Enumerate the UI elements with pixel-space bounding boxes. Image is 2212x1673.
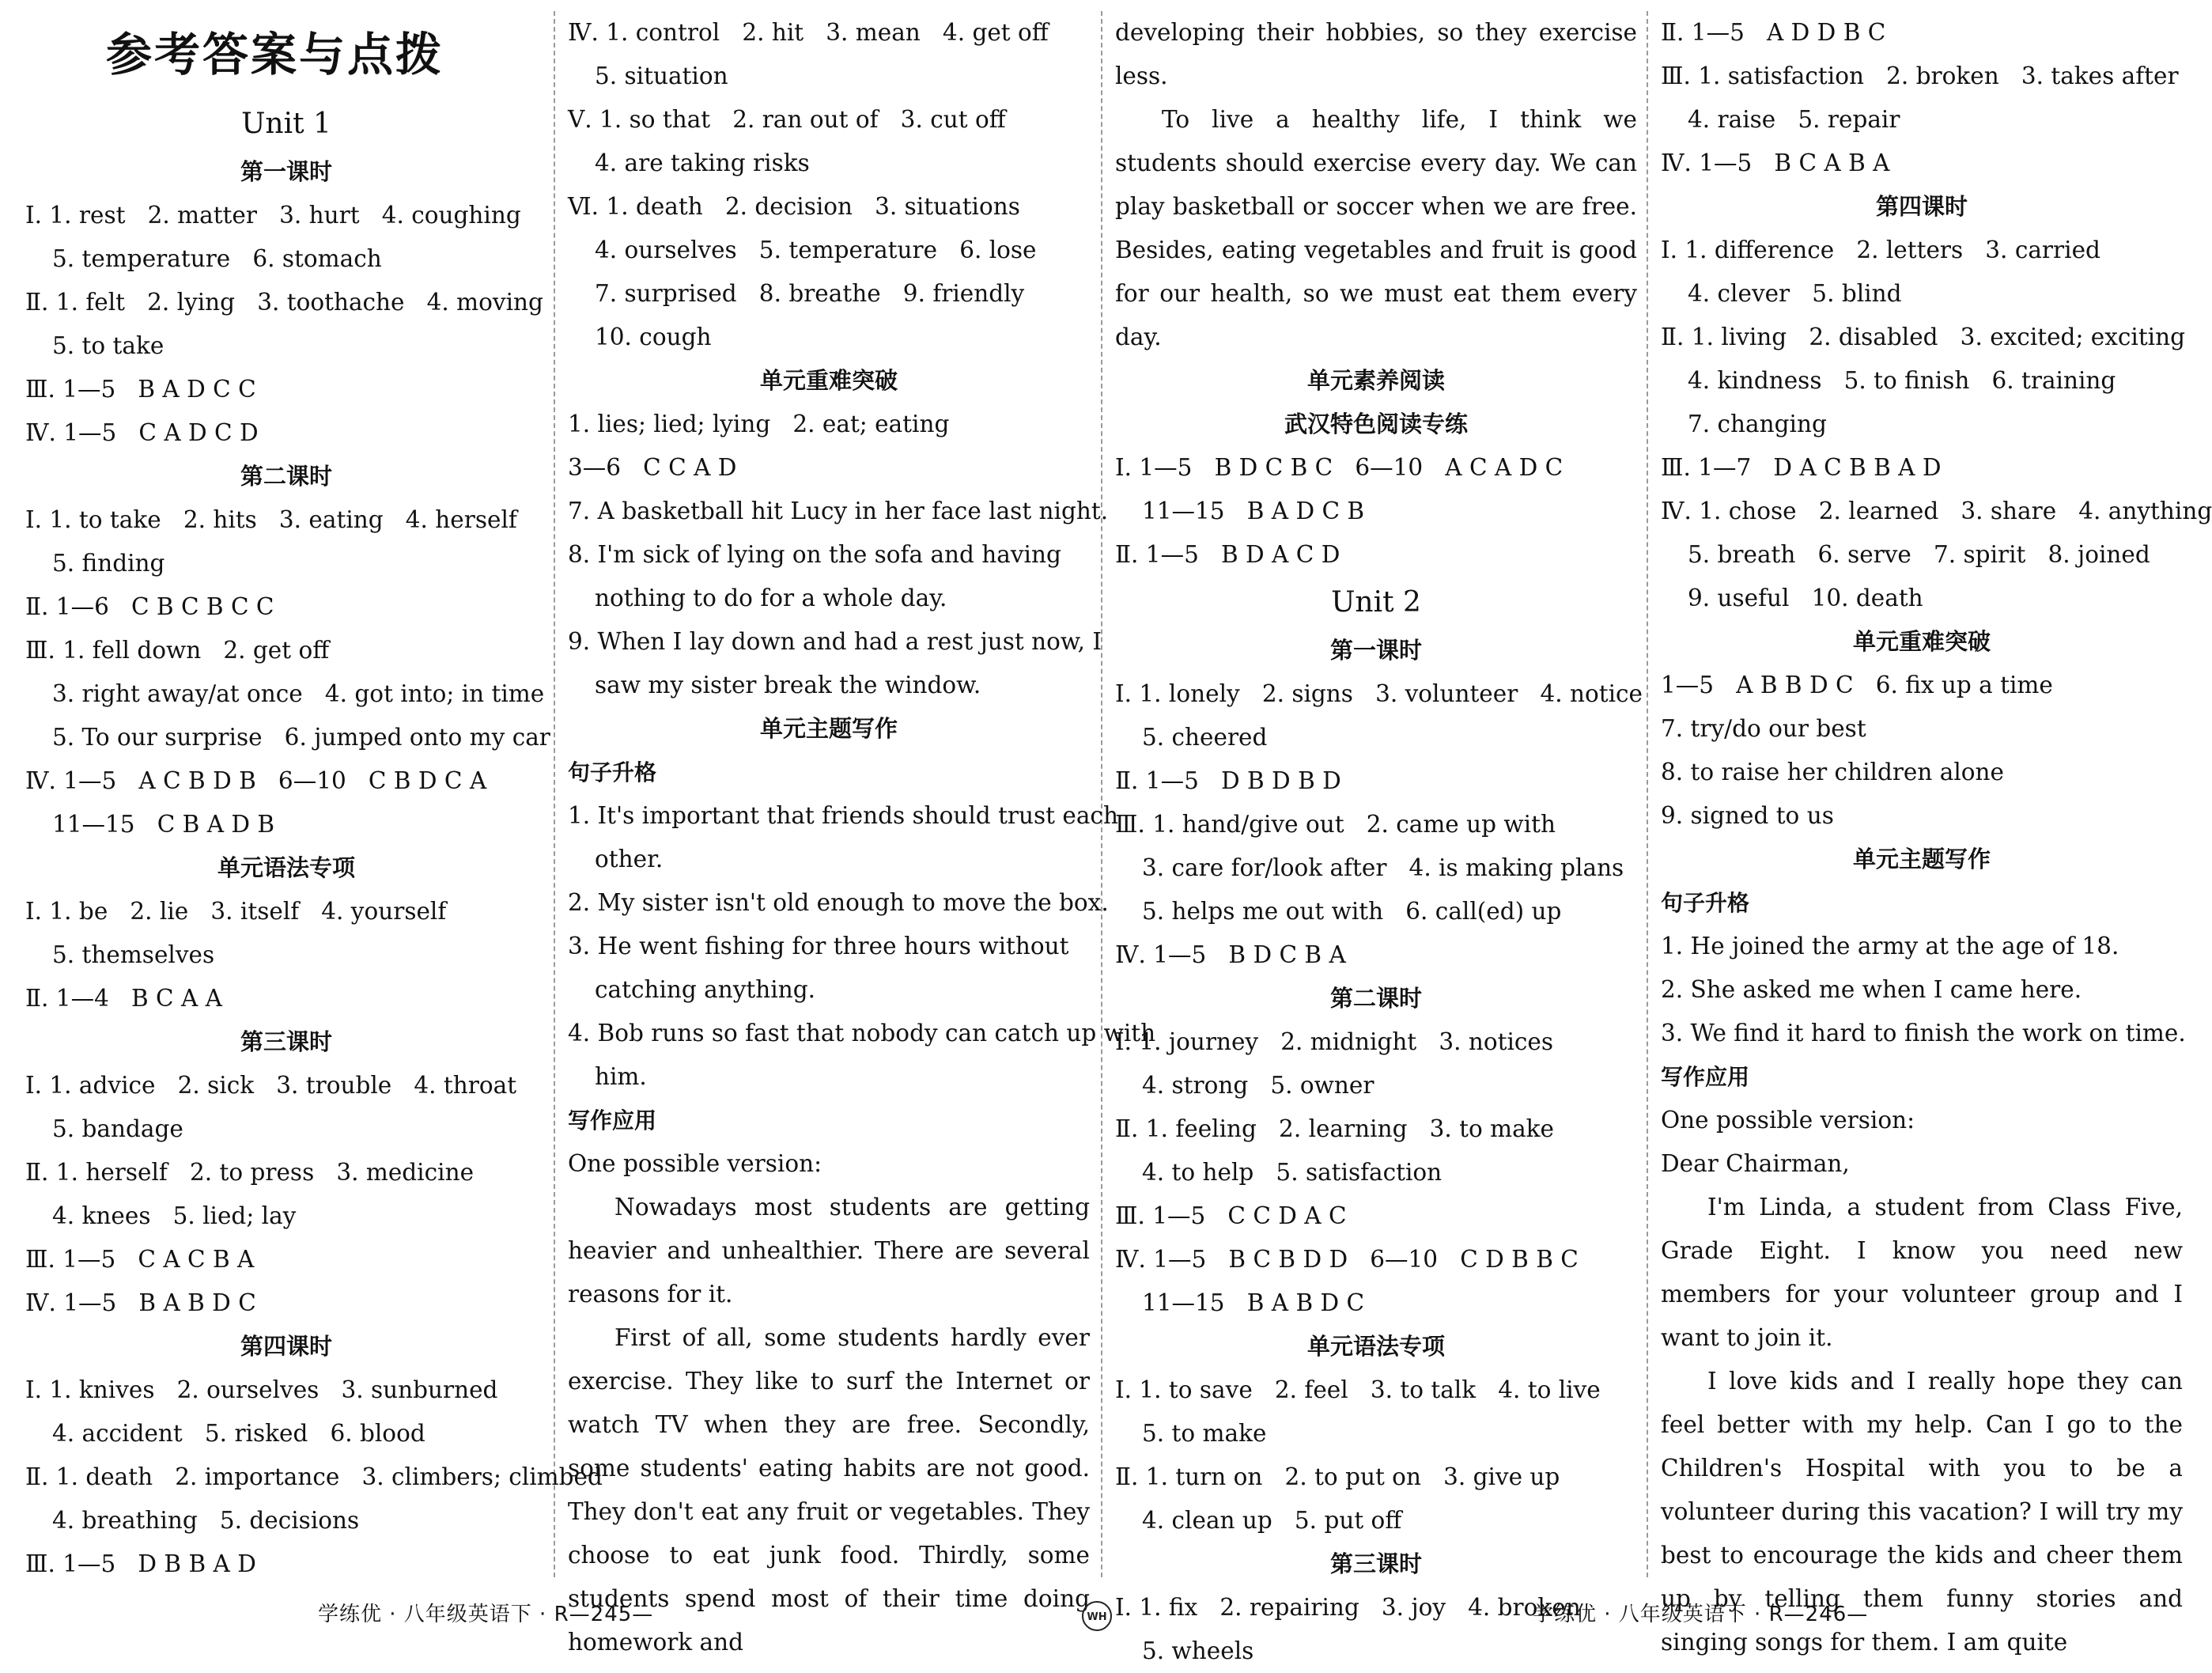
answer-line: 7. try/do our best bbox=[1661, 715, 1866, 742]
answer-line: Ⅱ. 1—5 A D D B C bbox=[1661, 19, 1886, 46]
answer-line: 5. to make bbox=[1142, 1420, 1267, 1447]
page-title: 参考答案与点拨 bbox=[106, 28, 444, 81]
section-heading: 第四课时 bbox=[240, 1333, 332, 1360]
answer-line: Ⅲ. 1. satisfaction 2. broken 3. takes after bbox=[1661, 62, 2179, 89]
section-heading: 单元语法专项 bbox=[217, 854, 355, 881]
answer-line: Ⅲ. 1—5 C A C B A bbox=[25, 1246, 255, 1273]
answer-line: Ⅰ. 1. to take 2. hits 3. eating 4. herself bbox=[25, 506, 517, 533]
section-heading: 武汉特色阅读专练 bbox=[1284, 411, 1468, 437]
answer-column-1 bbox=[25, 11, 603, 1586]
answer-line: 5. bandage bbox=[52, 1115, 183, 1142]
column-divider bbox=[554, 11, 555, 1577]
answer-line: Ⅰ. 1. rest 2. matter 3. hurt 4. coughing bbox=[25, 202, 521, 229]
answer-line: 4. are taking risks bbox=[595, 150, 810, 176]
answer-line: 4. Bob runs so fast that nobody can catch up with bbox=[568, 1020, 1156, 1047]
answer-line: Ⅳ. 1—5 C A D C D bbox=[25, 419, 259, 446]
section-heading: 第四课时 bbox=[1875, 193, 1968, 220]
answer-line: 4. raise 5. repair bbox=[1688, 106, 1900, 133]
essay-paragraph: Nowadays most students are getting heavier and unhealthier. There are several reasons for it. bbox=[568, 1194, 1090, 1308]
unit-heading: Unit 1 bbox=[241, 108, 331, 140]
answer-line: 1. lies; lied; lying 2. eat; eating bbox=[568, 411, 950, 437]
answer-line: Ⅵ. 1. death 2. decision 3. situations bbox=[568, 193, 1020, 220]
answer-line: nothing to do for a whole day. bbox=[595, 585, 947, 611]
section-heading: 单元重难突破 bbox=[1852, 628, 1991, 655]
subsection-heading: 句子升格 bbox=[568, 759, 657, 785]
answer-line: 4. clean up 5. put off bbox=[1142, 1507, 1402, 1534]
answer-line: Ⅱ. 1—5 D B D B D bbox=[1115, 767, 1341, 794]
subsection-heading: 句子升格 bbox=[1661, 890, 1750, 916]
answer-line: 5. To our surprise 6. jumped onto my car bbox=[52, 724, 550, 751]
answer-line: 3. He went fishing for three hours without bbox=[568, 933, 1069, 960]
answer-line: 5. cheered bbox=[1142, 724, 1268, 751]
answer-line: 8. to raise her children alone bbox=[1661, 759, 2005, 785]
answer-line: Ⅲ. 1—5 D B B A D bbox=[25, 1550, 256, 1577]
footer-page-left: 学练优 · 八年级英语下 · R—245— bbox=[318, 1603, 654, 1626]
answer-line: 9. useful 10. death bbox=[1688, 585, 1923, 611]
answer-line: 5. helps me out with 6. call(ed) up bbox=[1142, 898, 1562, 925]
answer-line: 7. surprised 8. breathe 9. friendly bbox=[595, 280, 1025, 307]
answer-line: 8. I'm sick of lying on the sofa and having bbox=[568, 541, 1061, 568]
section-heading: 单元语法专项 bbox=[1306, 1333, 1445, 1360]
answer-line: Ⅳ. 1—5 A C B D B 6—10 C B D C A bbox=[25, 767, 487, 794]
essay-text bbox=[1661, 1186, 2183, 1664]
letter-greeting: Dear Chairman, bbox=[1661, 1150, 1850, 1177]
answer-line: Ⅱ. 1. turn on 2. to put on 3. give up bbox=[1115, 1463, 1560, 1490]
essay-paragraph: To live a healthy life, I think we students should exercise every day. We can play basketball or soccer when we are free. Besides, eating vegetables and fruit is good for our health, so we must eat them every day. bbox=[1115, 106, 1637, 350]
answer-line: Ⅲ. 1. fell down 2. get off bbox=[25, 637, 330, 664]
section-heading: 单元主题写作 bbox=[1852, 846, 1991, 872]
answer-line: One possible version: bbox=[1661, 1107, 1915, 1134]
answer-line: Ⅰ. 1—5 B D C B C 6—10 A C A D C bbox=[1115, 454, 1564, 481]
answer-line: Ⅴ. 1. so that 2. ran out of 3. cut off bbox=[568, 106, 1006, 133]
essay-text bbox=[1115, 11, 1637, 359]
answer-line: Ⅱ. 1—6 C B C B C C bbox=[25, 593, 274, 620]
answer-line: 5. wheels bbox=[1142, 1637, 1254, 1664]
answer-line: 4. accident 5. risked 6. blood bbox=[52, 1420, 425, 1447]
answer-line: 4. kindness 5. to finish 6. training bbox=[1688, 367, 2116, 394]
answer-column-2 bbox=[568, 11, 1156, 1664]
answer-line: 11—15 C B A D B bbox=[52, 811, 275, 838]
answer-column-3 bbox=[1115, 11, 1643, 1673]
answer-line: One possible version: bbox=[568, 1150, 822, 1177]
answer-line: Ⅳ. 1—5 B C A B A bbox=[1661, 150, 1890, 176]
answer-line: 11—15 B A D C B bbox=[1142, 498, 1365, 524]
answer-line: Ⅰ. 1. fix 2. repairing 3. joy 4. broken bbox=[1115, 1594, 1581, 1621]
answer-line: Ⅱ. 1—4 B C A A bbox=[25, 985, 222, 1012]
section-heading: 第一课时 bbox=[1329, 637, 1422, 664]
answer-line: 9. When I lay down and had a rest just now, I bbox=[568, 628, 1102, 655]
essay-paragraph: First of all, some students hardly ever exercise. They like to surf the Internet or watch TV when they are free. Secondly, some students' eating habits are not good. They don't eat any fruit or vegetables. They choose to eat junk food. Thirdly, some students spend most of their time doing homework and bbox=[568, 1324, 1090, 1656]
footer-page-right: 学练优 · 八年级英语下 · R—246— bbox=[1533, 1603, 1869, 1626]
essay-paragraph: I'm Linda, a student from Class Five, Grade Eight. I know you need new members for your volunteer group and I want to join it. bbox=[1661, 1194, 2183, 1351]
answer-line: 2. She asked me when I came here. bbox=[1661, 976, 2082, 1003]
answer-line: Ⅱ. 1. death 2. importance 3. climbers; climbed bbox=[25, 1463, 603, 1490]
essay-paragraph: I love kids and I really hope they can feel better with my help. Can I go to the Children's Hospital with you to be a volunteer during this vacation? I will try my best to encourage the kids and cheer them up by telling them funny stories and singing songs for them. I am quite bbox=[1661, 1368, 2183, 1656]
section-heading: 第二课时 bbox=[1329, 985, 1422, 1012]
answer-line: 7. changing bbox=[1688, 411, 1827, 437]
answer-line: Ⅳ. 1—5 B A B D C bbox=[25, 1289, 256, 1316]
answer-line: 5. to take bbox=[52, 332, 164, 359]
answer-line: Ⅲ. 1—7 D A C B B A D bbox=[1661, 454, 1942, 481]
answer-line: 4. knees 5. lied; lay bbox=[52, 1202, 297, 1229]
answer-line: other. bbox=[595, 846, 664, 872]
answer-line: saw my sister break the window. bbox=[595, 672, 981, 698]
answer-line: 1—5 A B B D C 6. fix up a time bbox=[1661, 672, 2053, 698]
answer-line: 5. breath 6. serve 7. spirit 8. joined bbox=[1688, 541, 2150, 568]
answer-line: 4. strong 5. owner bbox=[1142, 1072, 1374, 1099]
section-heading: 第三课时 bbox=[1329, 1550, 1422, 1577]
answer-line: 4. breathing 5. decisions bbox=[52, 1507, 360, 1534]
answer-line: 3. right away/at once 4. got into; in time bbox=[52, 680, 545, 707]
answer-line: Ⅱ. 1. herself 2. to press 3. medicine bbox=[25, 1159, 475, 1186]
answer-line: Ⅰ. 1. advice 2. sick 3. trouble 4. throat bbox=[25, 1072, 517, 1099]
answer-line: Ⅱ. 1. felt 2. lying 3. toothache 4. moving bbox=[25, 289, 543, 316]
essay-paragraph-continued: developing their hobbies, so they exercise less. bbox=[1115, 19, 1637, 89]
answer-line: Ⅱ. 1—5 B D A C D bbox=[1115, 541, 1340, 568]
answer-line: catching anything. bbox=[595, 976, 815, 1003]
section-heading: 第二课时 bbox=[240, 463, 332, 490]
logo-text: WH bbox=[1087, 1611, 1107, 1623]
unit-heading: Unit 2 bbox=[1331, 586, 1421, 619]
section-heading: 第一课时 bbox=[240, 158, 332, 185]
essay-text bbox=[568, 1186, 1090, 1664]
answer-line: Ⅲ. 1. hand/give out 2. came up with bbox=[1115, 811, 1556, 838]
answer-line: Ⅳ. 1. control 2. hit 3. mean 4. get off bbox=[568, 19, 1049, 46]
answer-line: Ⅳ. 1—5 B C B D D 6—10 C D B B C bbox=[1115, 1246, 1579, 1273]
answer-line: Ⅲ. 1—5 C C D A C bbox=[1115, 1202, 1347, 1229]
answer-line: 2. My sister isn't old enough to move the box. bbox=[568, 889, 1109, 916]
section-heading: 单元素养阅读 bbox=[1306, 367, 1445, 394]
answer-line: him. bbox=[595, 1063, 647, 1090]
answer-line: 4. ourselves 5. temperature 6. lose bbox=[595, 237, 1037, 263]
answer-line: 7. A basketball hit Lucy in her face last night. bbox=[568, 498, 1109, 524]
answer-column-4 bbox=[1661, 11, 2212, 1664]
answer-line: 5. temperature 6. stomach bbox=[52, 245, 382, 272]
answer-line: 5. themselves bbox=[52, 941, 215, 968]
answer-line: 4. to help 5. satisfaction bbox=[1142, 1159, 1443, 1186]
answer-line: Ⅱ. 1. living 2. disabled 3. excited; exciting bbox=[1661, 324, 2185, 350]
answer-line: Ⅰ. 1. lonely 2. signs 3. volunteer 4. notice bbox=[1115, 680, 1643, 707]
answer-line: 4. clever 5. blind bbox=[1688, 280, 1902, 307]
answer-line: 1. It's important that friends should trust each bbox=[568, 802, 1118, 829]
answer-line: 9. signed to us bbox=[1661, 802, 1834, 829]
answer-line: 5. situation bbox=[595, 62, 728, 89]
answer-line: 3—6 C C A D bbox=[568, 454, 737, 481]
subsection-heading: 写作应用 bbox=[1661, 1064, 1750, 1090]
answer-line: 5. finding bbox=[52, 550, 165, 577]
answer-line: Ⅳ. 1. chose 2. learned 3. share 4. anything bbox=[1661, 498, 2212, 524]
answer-line: Ⅰ. 1. journey 2. midnight 3. notices bbox=[1115, 1028, 1554, 1055]
section-heading: 单元主题写作 bbox=[759, 715, 898, 742]
column-divider bbox=[1647, 11, 1648, 1577]
column-divider bbox=[1101, 11, 1102, 1577]
answer-line: Ⅰ. 1. be 2. lie 3. itself 4. yourself bbox=[25, 898, 447, 925]
answer-line: Ⅱ. 1. feeling 2. learning 3. to make bbox=[1115, 1115, 1555, 1142]
answer-line: 3. We find it hard to finish the work on time. bbox=[1661, 1020, 2186, 1047]
answer-line: Ⅳ. 1—5 B D C B A bbox=[1115, 941, 1346, 968]
answer-line: Ⅰ. 1. knives 2. ourselves 3. sunburned bbox=[25, 1376, 498, 1403]
answer-line: Ⅲ. 1—5 B A D C C bbox=[25, 376, 256, 403]
subsection-heading: 写作应用 bbox=[568, 1107, 657, 1134]
wh-logo-icon bbox=[1080, 1599, 1114, 1633]
answer-line: 11—15 B A B D C bbox=[1142, 1289, 1365, 1316]
section-heading: 第三课时 bbox=[240, 1028, 332, 1055]
answer-line: 3. care for/look after 4. is making plans bbox=[1142, 854, 1624, 881]
answer-line: Ⅰ. 1. to save 2. feel 3. to talk 4. to live bbox=[1115, 1376, 1601, 1403]
answer-line: 10. cough bbox=[595, 324, 712, 350]
answer-line: 1. He joined the army at the age of 18. bbox=[1661, 933, 2119, 960]
section-heading: 单元重难突破 bbox=[759, 367, 898, 394]
answer-line: Ⅰ. 1. difference 2. letters 3. carried bbox=[1661, 237, 2100, 263]
